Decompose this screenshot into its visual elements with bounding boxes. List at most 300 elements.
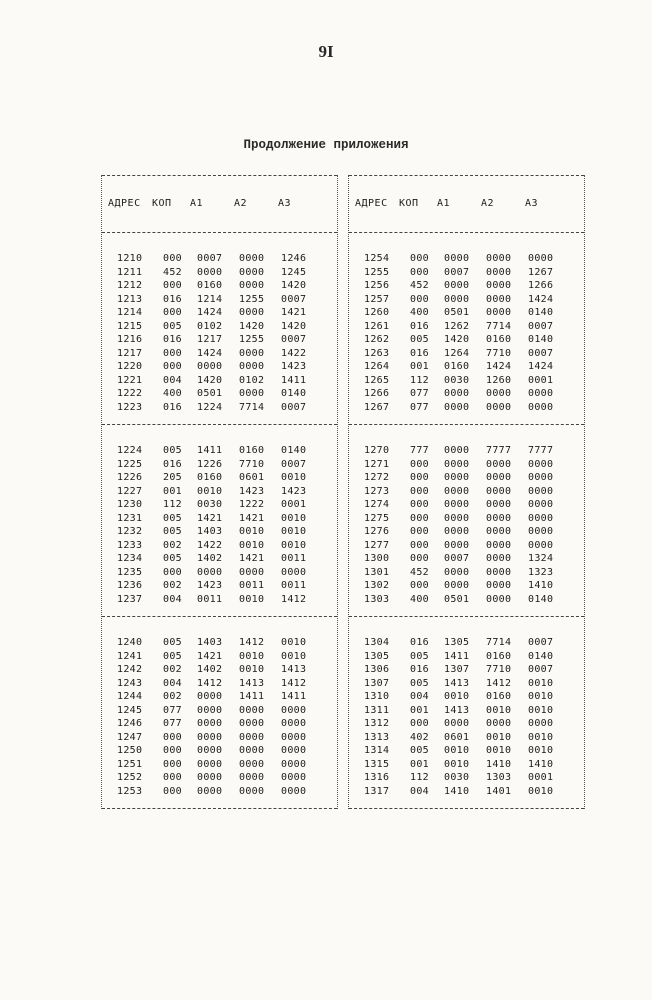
table-cell: 402: [410, 731, 429, 743]
table-cell: 1222: [117, 388, 143, 399]
table-cell: 0102: [239, 374, 265, 386]
table-cell: 0000: [197, 745, 223, 756]
table-cell: 1230: [117, 499, 143, 510]
table-cell: 7777: [486, 445, 512, 456]
table-cell: 1243: [117, 677, 143, 689]
table-cell: 1272: [364, 472, 390, 483]
table-cell: 1412: [197, 677, 223, 689]
table-cell: 0000: [197, 772, 223, 783]
table-cell: 1227: [117, 485, 143, 497]
table-cell: 0160: [197, 280, 223, 291]
table-cell: 205: [163, 472, 182, 483]
table-cell: 1305: [364, 650, 390, 662]
table-cell: 0601: [444, 731, 470, 743]
table-cell: 1247: [117, 731, 143, 743]
table-cell: 1411: [444, 650, 470, 662]
table-cell: 1304: [364, 637, 390, 648]
table-cell: 005: [163, 512, 182, 524]
table-cell: 0010: [281, 650, 307, 662]
table-cell: 1402: [197, 553, 223, 564]
table-cell: 005: [163, 526, 182, 537]
table-cell: 0000: [528, 253, 554, 264]
table-cell: 0010: [528, 677, 554, 689]
table-cell: 1273: [364, 485, 390, 497]
table-cell: 005: [410, 745, 429, 756]
table-cell: 0011: [197, 593, 223, 605]
table-cell: 1307: [364, 677, 390, 689]
table-cell: 0011: [281, 580, 307, 591]
table-cell: 0000: [197, 785, 223, 797]
table-cell: 077: [410, 401, 429, 413]
table-cell: 0010: [444, 758, 470, 770]
table-row: [102, 539, 337, 553]
table-row: [349, 677, 584, 691]
table-row: [102, 320, 337, 334]
table-cell: 004: [410, 691, 429, 702]
table-cell: 0000: [281, 745, 307, 756]
table-row: [349, 593, 584, 607]
table-cell: 0000: [239, 704, 265, 716]
column-header-opcode: КОП: [399, 198, 419, 209]
table-cell: 0000: [239, 388, 265, 399]
table-cell: 0030: [444, 374, 470, 386]
table-cell: 1264: [364, 361, 390, 372]
table-cell: 0000: [444, 280, 470, 291]
column-header-a1: А1: [190, 198, 204, 209]
table-row: [102, 717, 337, 731]
table-cell: 112: [163, 499, 182, 510]
table-row: [102, 552, 337, 566]
table-cell: 1223: [117, 401, 143, 413]
table-cell: 1212: [117, 280, 143, 291]
table-cell: 1252: [117, 772, 143, 783]
table-cell: 0000: [239, 280, 265, 291]
table-row: [102, 293, 337, 307]
table-cell: 000: [163, 361, 182, 372]
table-cell: 1421: [239, 553, 265, 564]
table-row: [349, 333, 584, 347]
table-row: [349, 566, 584, 580]
table-cell: 0000: [528, 499, 554, 510]
table-cell: 000: [410, 253, 429, 264]
table-cell: 0000: [239, 731, 265, 743]
table-row: [349, 279, 584, 293]
table-cell: 0000: [239, 266, 265, 278]
table-cell: 1323: [528, 566, 554, 578]
table-block: [102, 617, 337, 809]
table-cell: 0001: [528, 374, 554, 386]
table-row: [102, 252, 337, 266]
table-cell: 1314: [364, 745, 390, 756]
table-cell: 1255: [239, 293, 265, 305]
table-cell: 1313: [364, 731, 390, 743]
table-cell: 0007: [281, 293, 307, 305]
table-cell: 0011: [281, 553, 307, 564]
table-cell: 0000: [486, 401, 512, 413]
table-cell: 1411: [281, 691, 307, 702]
table-cell: 000: [410, 580, 429, 591]
table-cell: 1245: [117, 704, 143, 716]
table-cell: 0000: [486, 553, 512, 564]
table-row: [102, 566, 337, 580]
table-cell: 0000: [444, 253, 470, 264]
table-block: [102, 425, 337, 617]
table-cell: 0030: [197, 499, 223, 510]
table-cell: 1306: [364, 664, 390, 675]
table-cell: 0007: [528, 320, 554, 332]
table-cell: 1277: [364, 539, 390, 551]
table-cell: 000: [163, 731, 182, 743]
table-cell: 0007: [444, 553, 470, 564]
table-cell: 1316: [364, 772, 390, 783]
table-cell: 1261: [364, 320, 390, 332]
table-cell: 1424: [197, 347, 223, 359]
table-cell: 0010: [528, 731, 554, 743]
table-cell: 1246: [117, 718, 143, 729]
table-cell: 1210: [117, 253, 143, 264]
table-row: [349, 401, 584, 415]
table-row: [349, 636, 584, 650]
table-cell: 7714: [486, 320, 512, 332]
table-row: [102, 512, 337, 526]
table-cell: 005: [163, 637, 182, 648]
table-cell: 0000: [197, 731, 223, 743]
table-cell: 1402: [197, 664, 223, 675]
table-row: [349, 717, 584, 731]
table-cell: 0000: [486, 580, 512, 591]
table-cell: 1410: [528, 580, 554, 591]
table-cell: 1403: [197, 526, 223, 537]
table-cell: 1253: [117, 785, 143, 797]
table-cell: 1245: [281, 266, 307, 278]
table-row: [102, 485, 337, 499]
table-cell: 1403: [197, 637, 223, 648]
table-cell: 1410: [486, 758, 512, 770]
table-cell: 0001: [281, 499, 307, 510]
table-cell: 1311: [364, 704, 390, 716]
table-cell: 000: [163, 745, 182, 756]
table-cell: 1412: [281, 677, 307, 689]
table-cell: 1254: [364, 253, 390, 264]
table-row: [349, 758, 584, 772]
table-row: [102, 498, 337, 512]
table-cell: 1305: [444, 637, 470, 648]
table-row: [102, 471, 337, 485]
table-block: [349, 233, 584, 425]
table-cell: 1422: [197, 539, 223, 551]
table-cell: 0140: [528, 334, 554, 345]
table-cell: 016: [163, 293, 182, 305]
table-cell: 0000: [239, 718, 265, 729]
table-row: [349, 771, 584, 785]
table-cell: 000: [163, 758, 182, 770]
table-cell: 0501: [444, 307, 470, 318]
table-cell: 1413: [444, 677, 470, 689]
table-cell: 1225: [117, 458, 143, 470]
table-cell: 005: [163, 650, 182, 662]
table-cell: 0501: [197, 388, 223, 399]
table-row: [102, 525, 337, 539]
table-block: [349, 425, 584, 617]
table-row: [349, 579, 584, 593]
table-cell: 0000: [486, 526, 512, 537]
table-cell: 1213: [117, 293, 143, 305]
table-cell: 0007: [197, 253, 223, 264]
table-cell: 0000: [239, 253, 265, 264]
table-cell: 1424: [486, 361, 512, 372]
table-cell: 016: [410, 347, 429, 359]
table-row: [349, 485, 584, 499]
table-cell: 000: [163, 280, 182, 291]
table-cell: 000: [410, 472, 429, 483]
table-cell: 016: [410, 320, 429, 332]
table-cell: 005: [410, 677, 429, 689]
table-cell: 001: [410, 361, 429, 372]
table-row: [102, 744, 337, 758]
table-cell: 1234: [117, 553, 143, 564]
column-header-a3: А3: [278, 198, 292, 209]
table-cell: 0000: [486, 539, 512, 551]
table-cell: 1307: [444, 664, 470, 675]
table-cell: 0140: [281, 445, 307, 456]
table-cell: 0010: [486, 731, 512, 743]
table-cell: 002: [163, 580, 182, 591]
table-row: [102, 579, 337, 593]
table-cell: 0000: [486, 718, 512, 729]
table-cell: 0000: [444, 566, 470, 578]
table-cell: 0007: [528, 664, 554, 675]
table-cell: 0000: [444, 293, 470, 305]
table-cell: 1256: [364, 280, 390, 291]
table-cell: 0000: [281, 785, 307, 797]
table-cell: 0010: [281, 472, 307, 483]
table-cell: 0102: [197, 320, 223, 332]
table-cell: 1411: [239, 691, 265, 702]
table-cell: 1250: [117, 745, 143, 756]
table-cell: 002: [163, 691, 182, 702]
table-cell: 0000: [528, 388, 554, 399]
table-cell: 000: [410, 499, 429, 510]
table-cell: 1420: [444, 334, 470, 345]
table-cell: 1413: [444, 704, 470, 716]
table-cell: 0000: [486, 566, 512, 578]
table-row: [102, 758, 337, 772]
table-cell: 1215: [117, 320, 143, 332]
table-cell: 777: [410, 445, 429, 456]
table-cell: 0000: [486, 485, 512, 497]
table-row: [349, 306, 584, 320]
table-block: [349, 617, 584, 809]
table-cell: 1411: [197, 445, 223, 456]
table-cell: 0000: [197, 691, 223, 702]
table-cell: 0010: [528, 745, 554, 756]
table-cell: 0000: [239, 347, 265, 359]
table-cell: 400: [163, 388, 182, 399]
table-row: [102, 731, 337, 745]
table-cell: 1274: [364, 499, 390, 510]
table-row: [349, 650, 584, 664]
table-cell: 1424: [197, 307, 223, 318]
table-cell: 1315: [364, 758, 390, 770]
table-cell: 1324: [528, 553, 554, 564]
table-cell: 1424: [528, 293, 554, 305]
table-row: [349, 293, 584, 307]
table-cell: 1221: [117, 374, 143, 386]
table-row: [349, 320, 584, 334]
table-cell: 400: [410, 593, 429, 605]
table-cell: 0160: [197, 472, 223, 483]
table-cell: 1420: [281, 320, 307, 332]
table-cell: 1226: [197, 458, 223, 470]
table-cell: 000: [163, 307, 182, 318]
table-cell: 0000: [486, 472, 512, 483]
column-header-a1: А1: [437, 198, 451, 209]
table-cell: 1420: [281, 280, 307, 291]
table-row: [349, 347, 584, 361]
table-cell: 400: [410, 307, 429, 318]
table-row: [102, 279, 337, 293]
table-cell: 1413: [281, 664, 307, 675]
table-cell: 1300: [364, 553, 390, 564]
table-cell: 1262: [364, 334, 390, 345]
table-cell: 0000: [444, 526, 470, 537]
table-cell: 452: [163, 266, 182, 278]
table-row: [102, 266, 337, 280]
table-row: [349, 744, 584, 758]
table-cell: 1242: [117, 664, 143, 675]
table-row: [102, 401, 337, 415]
table-cell: 1422: [281, 347, 307, 359]
page-number: 9I: [318, 42, 334, 61]
table-cell: 0000: [528, 472, 554, 483]
table-cell: 004: [410, 785, 429, 797]
table-cell: 1267: [364, 401, 390, 413]
table-cell: 0140: [281, 388, 307, 399]
table-cell: 0011: [239, 580, 265, 591]
table-cell: 1266: [364, 388, 390, 399]
table-cell: 1246: [281, 253, 307, 264]
table-cell: 016: [163, 401, 182, 413]
table-cell: 000: [163, 347, 182, 359]
table-cell: 0010: [239, 664, 265, 675]
table-cell: 1265: [364, 374, 390, 386]
table-cell: 0000: [197, 758, 223, 770]
table-cell: 1421: [239, 512, 265, 524]
table-cell: 0000: [281, 704, 307, 716]
table-cell: 001: [410, 704, 429, 716]
table-cell: 0000: [239, 745, 265, 756]
column-header-a3: А3: [525, 198, 539, 209]
table-cell: 1241: [117, 650, 143, 662]
table-cell: 0010: [281, 512, 307, 524]
table-cell: 0007: [444, 266, 470, 278]
table-cell: 0000: [486, 388, 512, 399]
table-cell: 0000: [281, 772, 307, 783]
table-cell: 0000: [444, 458, 470, 470]
table-cell: 1423: [281, 485, 307, 497]
table-row: [349, 539, 584, 553]
table-cell: 1224: [117, 445, 143, 456]
table-cell: 0000: [528, 512, 554, 524]
table-cell: 0000: [281, 718, 307, 729]
table-cell: 0140: [528, 650, 554, 662]
table-row: [349, 252, 584, 266]
table-cell: 005: [163, 553, 182, 564]
table-cell: 0000: [528, 526, 554, 537]
table-cell: 0000: [528, 401, 554, 413]
table-row: [102, 636, 337, 650]
table-cell: 002: [163, 539, 182, 551]
table-row: [102, 374, 337, 388]
table-cell: 0007: [281, 401, 307, 413]
table-cell: 0001: [528, 772, 554, 783]
table-cell: 005: [410, 334, 429, 345]
table-cell: 1412: [239, 637, 265, 648]
table-cell: 7714: [486, 637, 512, 648]
table-cell: 0007: [281, 334, 307, 345]
table-row: [102, 387, 337, 401]
table-cell: 000: [410, 553, 429, 564]
table-cell: 1423: [197, 580, 223, 591]
table-cell: 7777: [528, 445, 554, 456]
table-cell: 0000: [486, 280, 512, 291]
table-cell: 000: [163, 253, 182, 264]
table-cell: 1260: [364, 307, 390, 318]
table-cell: 0000: [486, 593, 512, 605]
table-cell: 0000: [444, 485, 470, 497]
table-row: [102, 704, 337, 718]
table-cell: 005: [163, 445, 182, 456]
table-cell: 0000: [444, 472, 470, 483]
table-cell: 005: [163, 320, 182, 332]
table-cell: 0000: [239, 361, 265, 372]
table-row: [349, 552, 584, 566]
table-cell: 1411: [281, 374, 307, 386]
table-cell: 0010: [281, 637, 307, 648]
appendix-caption: Продолжение приложения: [243, 138, 409, 152]
table-cell: 016: [163, 458, 182, 470]
table-cell: 1257: [364, 293, 390, 305]
table-cell: 1303: [364, 593, 390, 605]
table-cell: 0000: [528, 539, 554, 551]
table-cell: 000: [410, 458, 429, 470]
table-cell: 0010: [444, 745, 470, 756]
table-cell: 7714: [239, 401, 265, 413]
table-cell: 0140: [528, 593, 554, 605]
table-block: [102, 233, 337, 425]
table-cell: 7710: [486, 664, 512, 675]
table-cell: 1302: [364, 580, 390, 591]
table-cell: 1237: [117, 593, 143, 605]
table-row: [102, 650, 337, 664]
table-header: [349, 175, 584, 233]
table-cell: 0000: [528, 718, 554, 729]
table-cell: 1421: [197, 512, 223, 524]
table-cell: 1251: [117, 758, 143, 770]
table-cell: 001: [163, 485, 182, 497]
table-cell: 0000: [444, 499, 470, 510]
table-cell: 7710: [239, 458, 265, 470]
table-row: [102, 444, 337, 458]
table-row: [349, 690, 584, 704]
table-cell: 452: [410, 566, 429, 578]
table-cell: 000: [410, 718, 429, 729]
table-cell: 1211: [117, 266, 143, 278]
table-row: [102, 677, 337, 691]
table-cell: 000: [410, 293, 429, 305]
table-cell: 0010: [281, 539, 307, 551]
table-row: [102, 347, 337, 361]
